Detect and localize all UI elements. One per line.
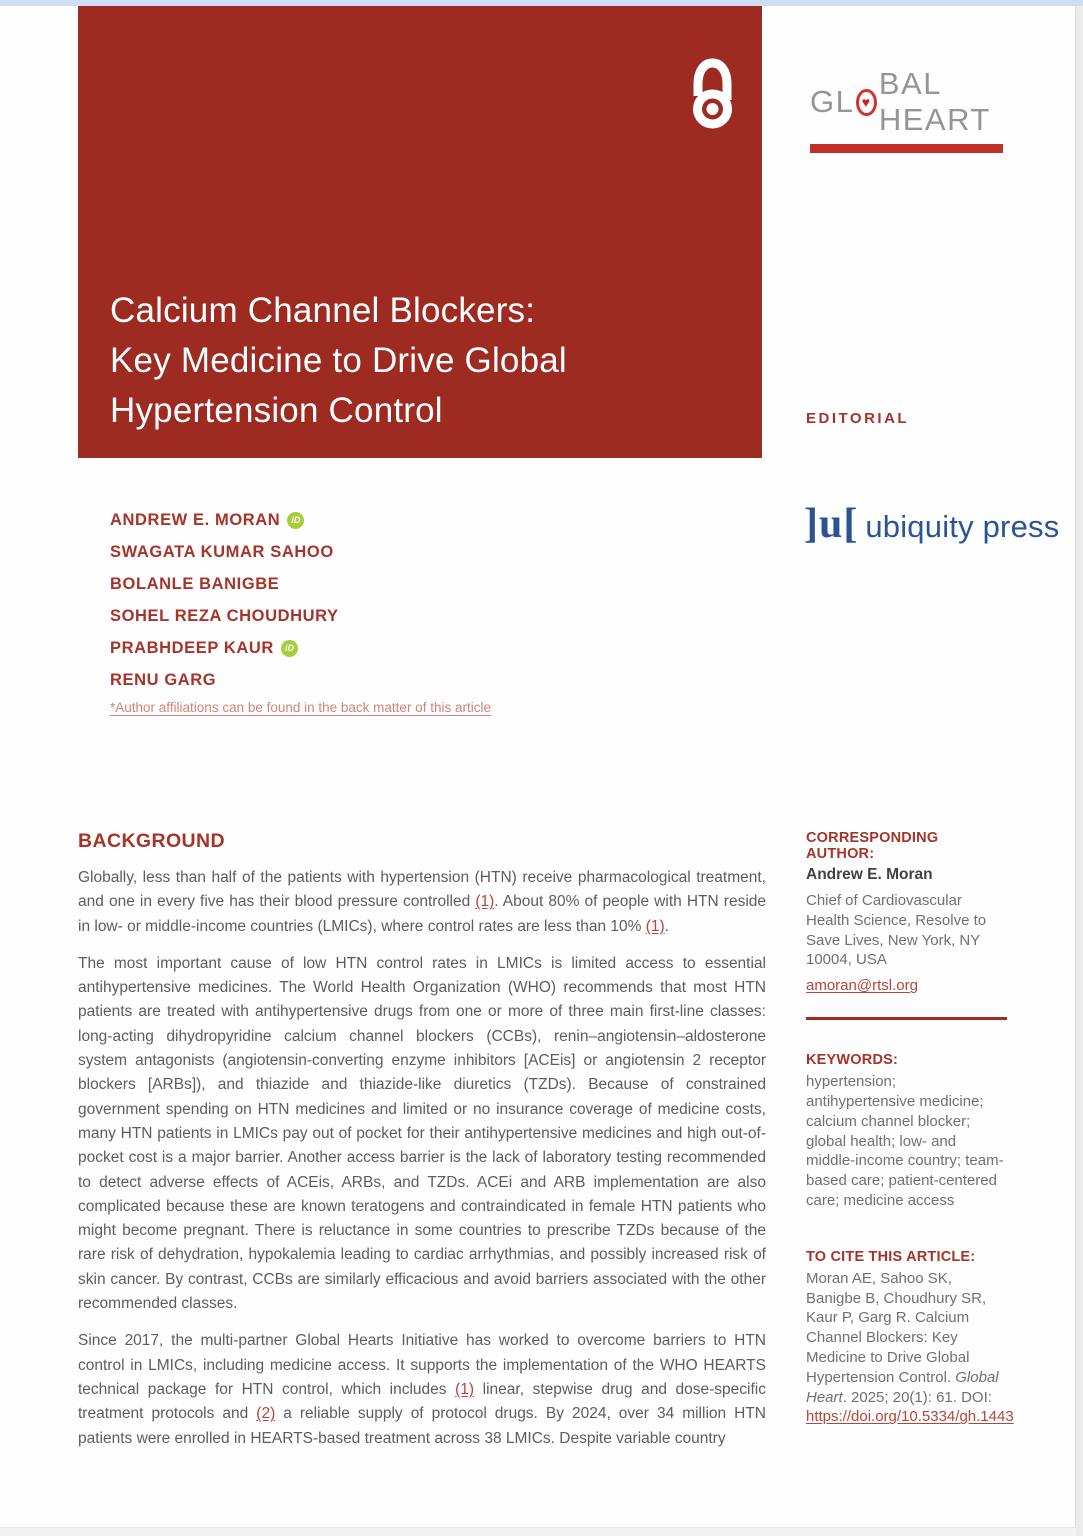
corresponding-author-affiliation: Chief of Cardiovascular Health Science, Resolve to Save Lives, New York, NY 10004, USA — [806, 892, 987, 969]
body-paragraph — [78, 952, 766, 1316]
title-line: Key Medicine to Drive Global — [110, 341, 567, 380]
publisher-name: ubiquity press — [865, 509, 1060, 544]
sidebar-spacer — [806, 1211, 1007, 1249]
author-row — [110, 664, 339, 696]
reference-link[interactable]: https://doi.org/10.5334/gh.1443 — [806, 1408, 1014, 1426]
page-bottom-edge — [0, 1527, 1076, 1536]
author-name: SOHEL REZA CHOUDHURY — [110, 606, 339, 625]
author-row — [110, 632, 339, 664]
author-row — [110, 536, 339, 568]
section-heading-background: BACKGROUND — [78, 830, 225, 852]
article-sidebar — [806, 830, 1014, 1427]
reference-link[interactable]: (1) — [475, 893, 495, 911]
body-paragraph — [78, 1329, 766, 1450]
cite-label: TO CITE THIS ARTICLE: — [806, 1248, 976, 1265]
body-paragraph — [78, 866, 766, 939]
reference-link[interactable]: (2) — [256, 1405, 276, 1423]
sidebar-divider — [806, 1017, 1007, 1020]
author-name: RENU GARG — [110, 670, 217, 689]
orcid-icon[interactable]: iD — [287, 512, 304, 529]
page-right-edge — [1075, 6, 1083, 1536]
text-segment: linear, stepwise drug and dose-specific treatment protocols and — [78, 1380, 766, 1423]
title-line: Calcium Channel Blockers: — [110, 291, 536, 330]
journal-logo — [810, 66, 1006, 153]
author-row — [110, 504, 339, 536]
title-banner — [78, 6, 762, 458]
publisher-brackets-mark: ]u[ — [804, 501, 859, 547]
text-segment: a reliable supply of protocol drugs. By 2024, over 34 million HTN patients were enrolled in HEARTS-based treatment across 38 LMICs. Despite variable country — [78, 1405, 766, 1447]
open-access-icon — [689, 54, 736, 135]
author-name: SWAGATA KUMAR SAHOO — [110, 542, 334, 561]
affiliation-note-link[interactable]: *Author affiliations can be found in the back matter of this article — [110, 700, 491, 715]
text-segment: . — [664, 917, 669, 935]
journal-logo-text-prefix: GL — [810, 84, 855, 119]
text-segment: Globally, less than half of the patients with hypertension (HTN) receive pharmacological treatment, and one in every five has their blood pressure controlled — [78, 869, 766, 911]
keywords-text: hypertension; antihypertensive medicine; calcium channel blocker; global health; low- and middle-income country; team-based care; patient-centered care; medicine access — [806, 1073, 1004, 1209]
publisher-logo — [804, 500, 1059, 548]
reference-link[interactable]: (1) — [645, 917, 665, 935]
text-segment: . About 80% of people with HTN reside in low- or middle-income countries (LMICs), where control rates are less than 10% — [78, 893, 766, 935]
author-row — [110, 600, 339, 632]
cite-text — [806, 1269, 1014, 1427]
text-segment: The most important cause of low HTN control rates in LMICs is limited access to essential antihypertensive medicines. The World Health Organization (WHO) recommends that most HTN patients are treated with antihypertensive drugs from one or more of three main first-line classes: long-acting dihydropyridine calcium channel blockers (CCBs), renin–angiotensin–aldosterone system antagonists (angiotensin-converting enzyme inhibitors [ACEis] or angiotensin 2 receptor blockers [ARBs]), and thiazide and thiazide-like diuretics (TZDs). Because of constrained government spending on HTN medicines and limited or no insurance coverage of medicine costs, many HTN patients in LMICs pay out of pocket for their antihypertensive medicines and high out-of-pocket cost is a major barrier. Another access barrier is the lack of laboratory testing recommended to detect adverse effects of ACEis, ARBs, and TZDs. ACEi and ARB implementation are also complicated because these are known teratogens and contraindicated in female HTN patients who might become pregnant. There is reluctance in some countries to prescribe TZDs because of the rare risk of dehydration, hypokalemia leading to cardiac arrhythmias, and possibly increased risk of skin cancer. By contrast, CCBs are similarly efficacious and avoid barriers associated with the other recommended classes. — [78, 954, 766, 1313]
author-name: BOLANLE BANIGBE — [110, 574, 280, 593]
journal-logo-underline — [810, 144, 1003, 153]
author-name: PRABHDEEP KAUR — [110, 638, 274, 657]
article-title — [110, 286, 567, 436]
text-segment: Moran AE, Sahoo SK, Banigbe B, Choudhury SR, Kaur P, Garg R. Calcium Channel Blockers: Key Medicine to Drive Global Hypertension Control. — [806, 1269, 987, 1386]
text-segment: Since 2017, the multi-partner Global Hearts Initiative has worked to overcome barriers to HTN control in LMICs, including medicine access. It supports the implementation of the WHO HEARTS technical package for HTN control, which includes — [78, 1332, 766, 1398]
article-body — [78, 830, 766, 1464]
title-line: Hypertension Control — [110, 391, 443, 430]
text-segment: . 2025; 20(1): 61. DOI: — [842, 1388, 992, 1406]
text-segment: Global Heart — [806, 1368, 999, 1406]
author-name: ANDREW E. MORAN — [110, 510, 281, 529]
heart-swirl-icon: ♥ — [856, 89, 877, 116]
reference-link[interactable]: (1) — [455, 1380, 475, 1398]
journal-logo-text-suffix: BAL HEART — [878, 66, 991, 137]
article-type-label: EDITORIAL — [806, 410, 910, 427]
orcid-icon[interactable]: iD — [281, 640, 298, 657]
corresponding-author-email-link[interactable]: amoran@rtsl.org — [806, 977, 918, 995]
corresponding-author-name: Andrew E. Moran — [806, 866, 933, 883]
keywords-label: KEYWORDS: — [806, 1052, 899, 1069]
author-list — [110, 504, 339, 696]
author-row — [110, 568, 339, 600]
corresponding-author-label: CORRESPONDING AUTHOR: — [806, 830, 939, 862]
